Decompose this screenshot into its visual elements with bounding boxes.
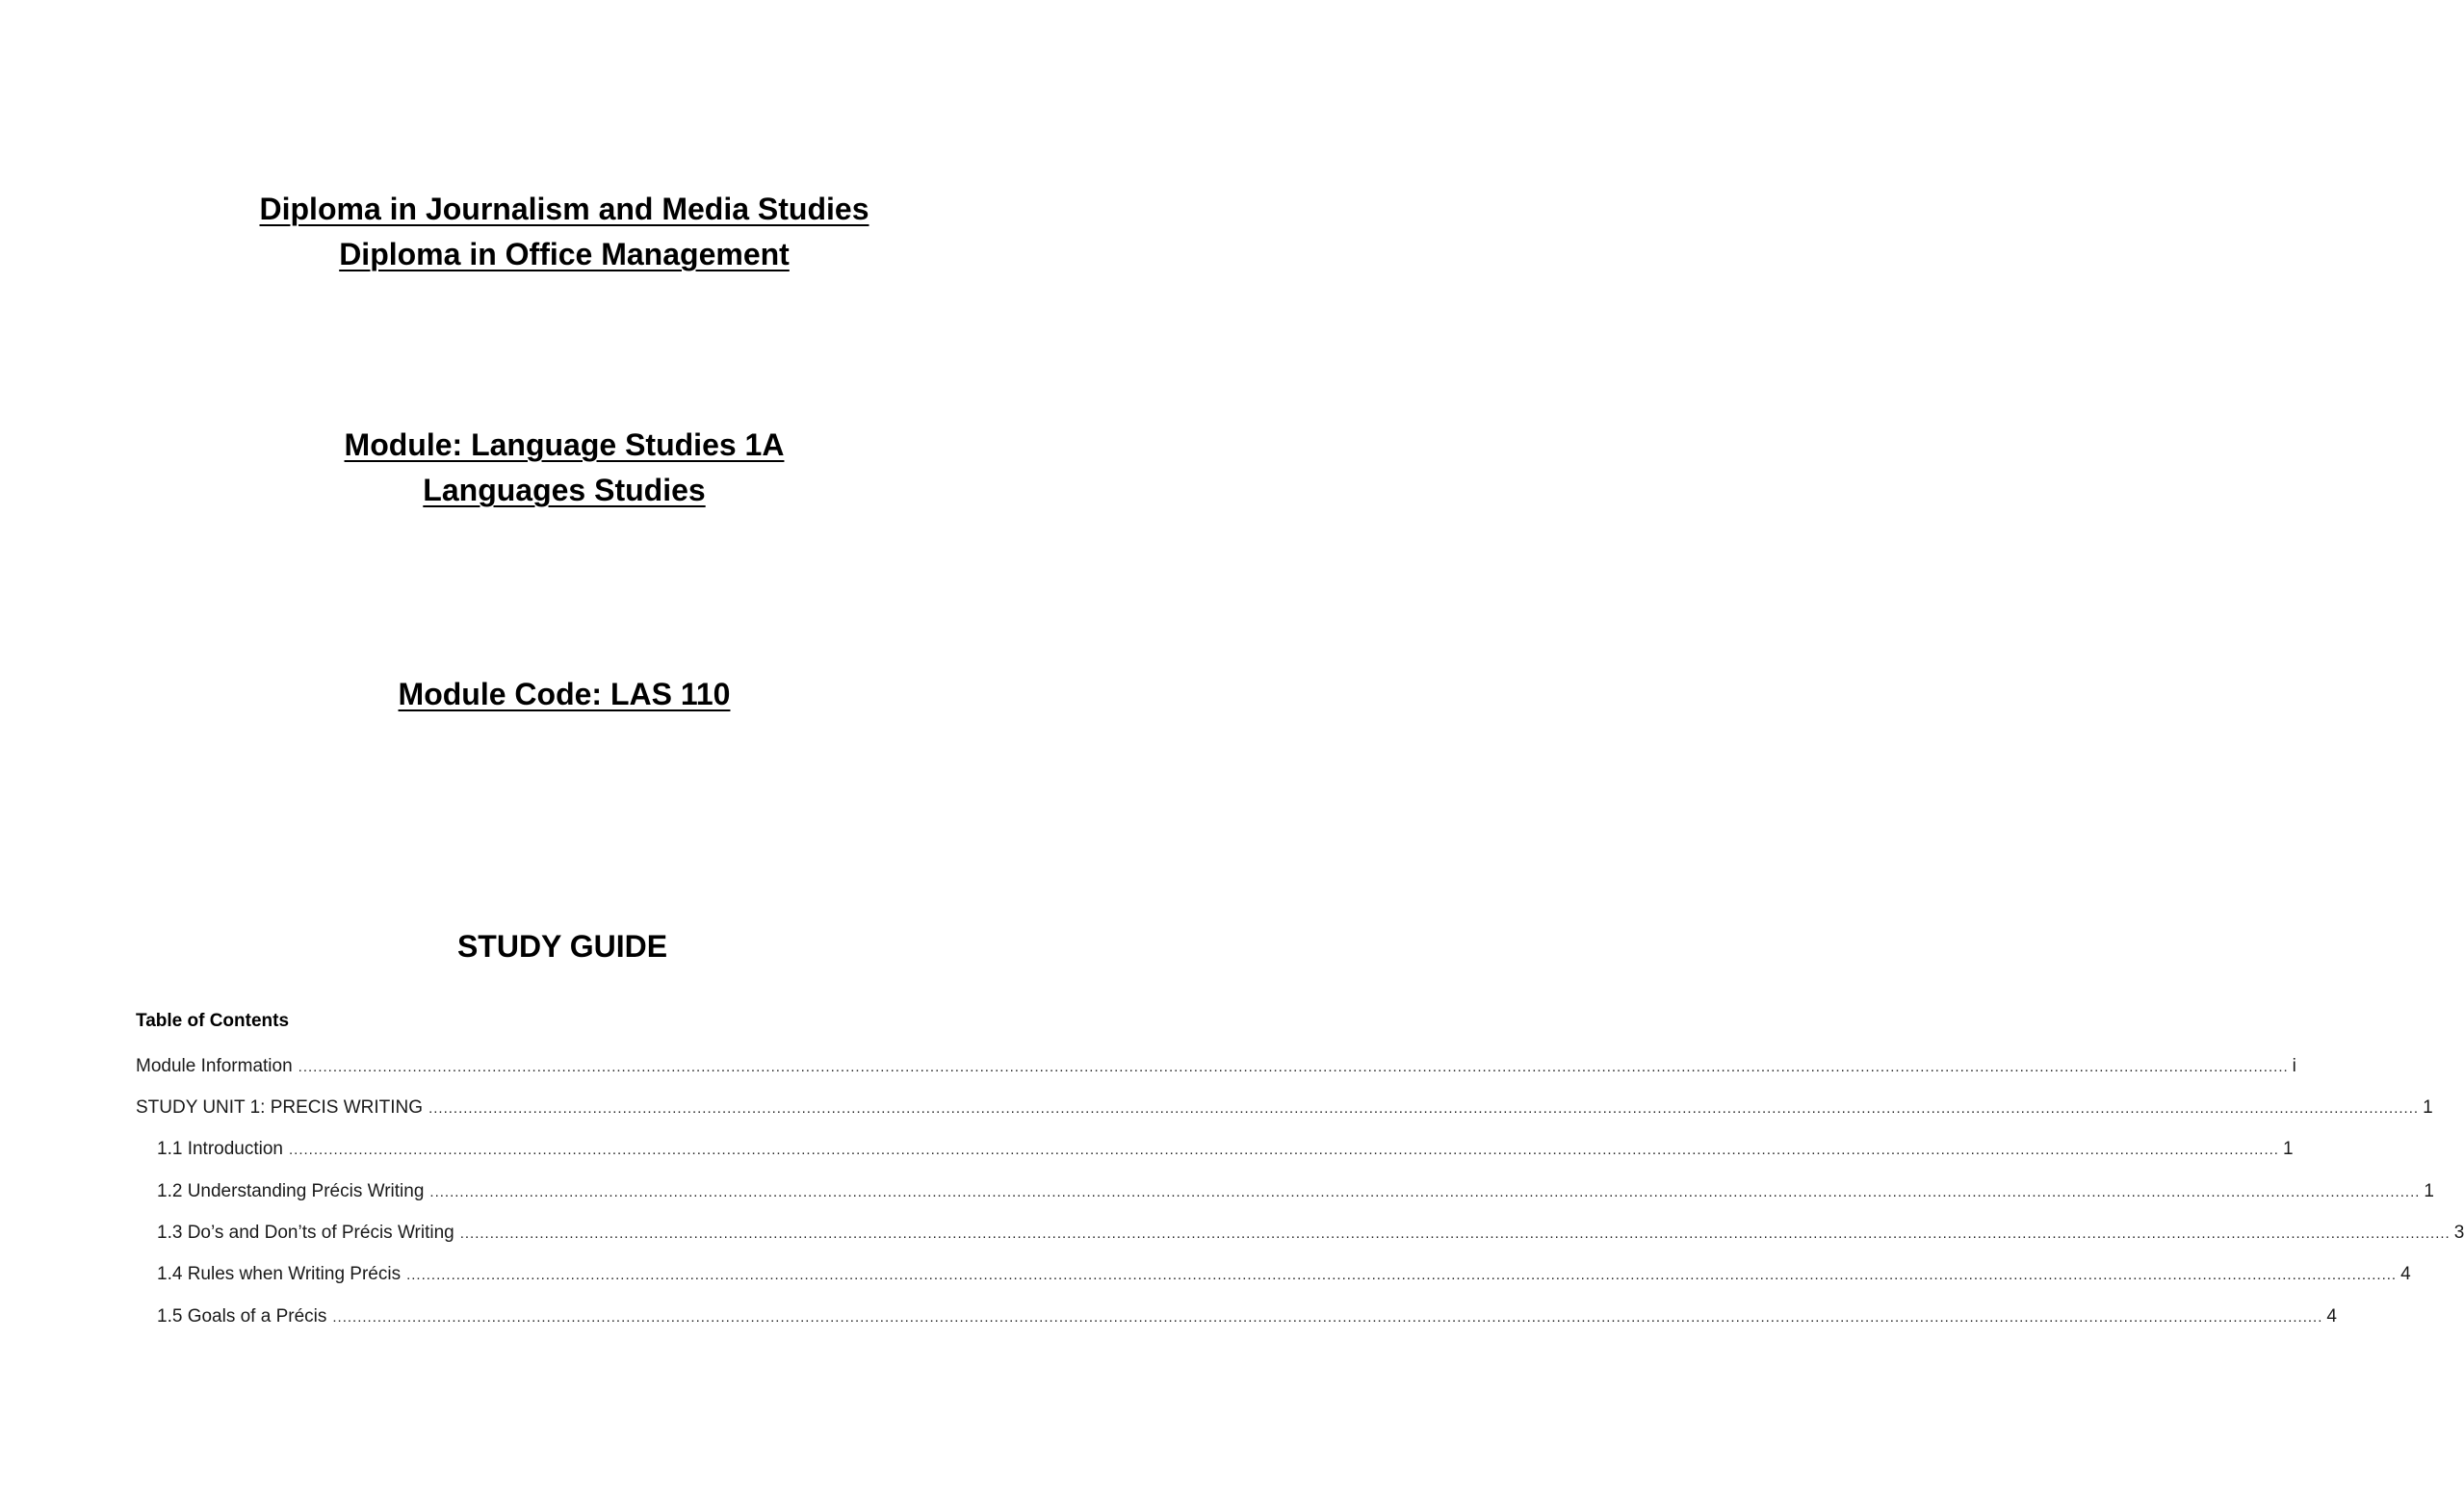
toc-entry-label: 1.3 Do’s and Don’ts of Précis Writing — [157, 1223, 454, 1243]
toc-entry[interactable] — [157, 1135, 2294, 1165]
toc-entry[interactable] — [157, 1260, 2411, 1290]
toc-entry-page: 4 — [2400, 1264, 2411, 1284]
toc-entry-page: i — [2292, 1056, 2296, 1076]
toc-entry-label: STUDY UNIT 1: PRECIS WRITING — [136, 1097, 424, 1118]
toc-entry-page: 1 — [2282, 1139, 2294, 1159]
toc-entry-label: 1.2 Understanding Précis Writing — [157, 1181, 425, 1201]
toc-leader-dots: ................................................................................................................................................................................................................................................................................................................................................................................................................ — [332, 1309, 2323, 1326]
toc-entry[interactable] — [136, 1052, 2296, 1082]
module-code: Module Code: LAS 110 — [398, 677, 731, 711]
toc-entry-label: Module Information — [136, 1056, 293, 1076]
toc-entry-page: 1 — [2424, 1181, 2434, 1201]
toc-entry-label: 1.5 Goals of a Précis — [157, 1306, 327, 1327]
toc-entry[interactable] — [136, 1094, 2433, 1123]
toc-entry-page: 3 — [2453, 1223, 2464, 1243]
toc-leader-dots: ................................................................................................................................................................................................................................................................................................................................................................................................................ — [288, 1142, 2279, 1158]
toc-leader-dots: ................................................................................................................................................................................................................................................................................................................................................................................................................ — [429, 1184, 2421, 1200]
module-title-line-2: Languages Studies — [423, 473, 706, 507]
study-guide-heading: STUDY GUIDE — [456, 929, 668, 964]
diploma-title-line-2: Diploma in Office Management — [339, 237, 790, 271]
toc-leader-dots: ................................................................................................................................................................................................................................................................................................................................................................................................................ — [459, 1225, 2451, 1242]
toc-leader-dots: ................................................................................................................................................................................................................................................................................................................................................................................................................ — [406, 1267, 2398, 1283]
toc-entry[interactable] — [157, 1219, 2464, 1249]
toc-leader-dots: ................................................................................................................................................................................................................................................................................................................................................................................................................ — [428, 1100, 2420, 1117]
toc-leader-dots: ................................................................................................................................................................................................................................................................................................................................................................................................................ — [298, 1059, 2289, 1075]
toc-entry-page: 4 — [2326, 1306, 2337, 1327]
toc-entry-label: 1.1 Introduction — [157, 1139, 283, 1159]
module-title-line-1: Module: Language Studies 1A — [344, 427, 785, 462]
toc-entry[interactable] — [157, 1177, 2434, 1207]
toc-heading: Table of Contents — [136, 1011, 290, 1031]
toc-entry[interactable] — [157, 1302, 2337, 1332]
toc-entry-page: 1 — [2423, 1097, 2433, 1118]
toc-entry-label: 1.4 Rules when Writing Précis — [157, 1264, 402, 1284]
diploma-title-block — [0, 187, 1128, 277]
diploma-title-line-1: Diploma in Journalism and Media Studies — [259, 192, 869, 226]
module-code-block — [0, 672, 1128, 717]
module-title-block — [0, 423, 1128, 513]
